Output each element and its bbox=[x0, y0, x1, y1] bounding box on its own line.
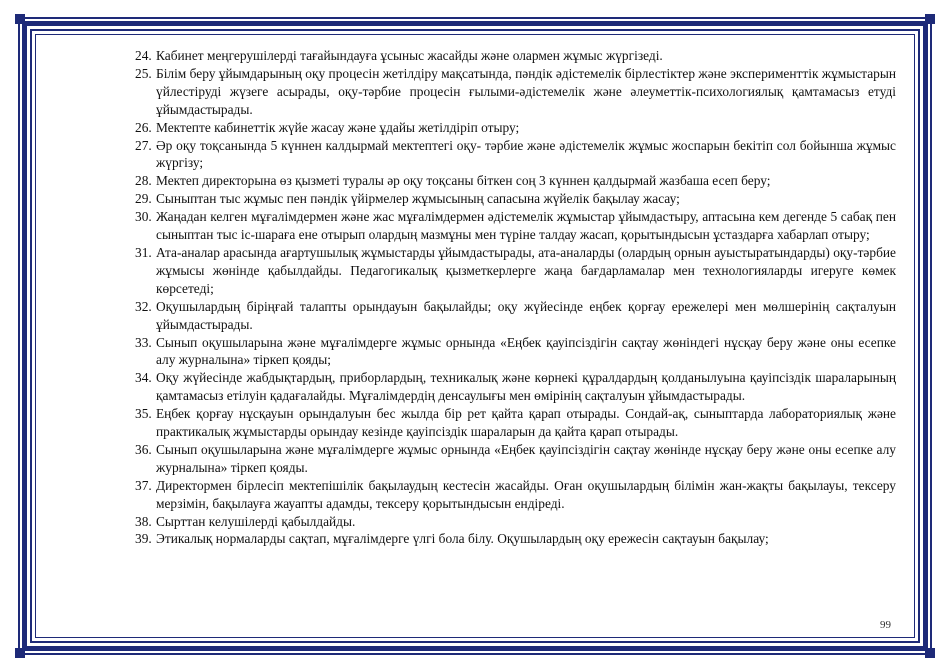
list-item bbox=[135, 513, 896, 531]
list-item bbox=[135, 208, 896, 244]
list-item bbox=[135, 65, 896, 119]
list-item bbox=[135, 441, 896, 477]
item-number: 31. bbox=[135, 244, 152, 260]
list-item bbox=[135, 190, 896, 208]
list-item bbox=[135, 244, 896, 298]
item-number: 38. bbox=[135, 513, 152, 529]
item-number: 28. bbox=[135, 173, 152, 189]
item-number: 39. bbox=[135, 531, 152, 547]
item-number: 32. bbox=[135, 298, 152, 314]
item-number: 29. bbox=[135, 191, 152, 207]
item-text: Сынып оқушыларына және мұғалімдерге жұмыс орнында «Еңбек қауіпсіздігін сақтау жөніндегі нұсқау беру және оны есепке алу журналына» тіркеп қояды; bbox=[156, 334, 896, 368]
list-item bbox=[135, 477, 896, 513]
list-item bbox=[135, 298, 896, 334]
item-number: 25. bbox=[135, 65, 152, 81]
item-text: Этикалық нормаларды сақтап, мұғалімдерге үлгі бола білу. Оқушылардың оқу ережесін сақтауын бақылау; bbox=[156, 531, 769, 547]
item-text: Сынып оқушыларына және мұғалімдерге жұмыс орнында «Еңбек қауіпсіздігін сақтау жөнінде нұсқау беру және оны есепке алу журналына» тіркеп қояды. bbox=[156, 441, 896, 475]
item-number: 27. bbox=[135, 137, 152, 153]
list-item bbox=[135, 334, 896, 370]
item-text: Оқушылардың біріңғай талапты орындауын бақылайды; оқу жүйесінде еңбек қорғау ережелері мен мөлшерінің сақталуын ұйымдастырады. bbox=[156, 298, 896, 332]
item-number: 34. bbox=[135, 370, 152, 386]
item-text: Жаңадан келген мұғалімдермен және жас мұғалімдермен әдістемелік жұмыстар ұйымдастыру, аптасына кем дегенде 5 сабақ пен сыныптан тыс іс-шараға ене отырып олардың мазмұны мен түріне талдау жасап, қорытындысын ұстаздарға хабарлап отыру; bbox=[156, 209, 896, 243]
list-item bbox=[135, 47, 896, 65]
item-text: Еңбек қорғау нұсқауын орындалуын бес жылда бір рет қайта қарап отырады. Сондай-ақ, сыныптарда лабораториялық және практикалық жұмыстарды орындау кезінде қауіпсіздік шараларын да қайта қарап отырады. bbox=[156, 406, 896, 440]
item-number: 35. bbox=[135, 406, 152, 422]
item-text: Сыныптан тыс жұмыс пен пәндік үйірмелер жұмысының сапасына жүйелік бақылау жасау; bbox=[156, 191, 680, 207]
item-text: Ата-аналар арасында ағартушылық жұмыстарды ұйымдастырады, ата-аналарды (олардың орнын ауыстыратындарды) оқу-тәрбие жұмысы жөнінде қабылдайды. Педагогикалық қызметкерлерге жаңа бағдарламалар мен технологияларды игеруге көмек көрсетеді; bbox=[156, 244, 896, 296]
item-text: Оқу жүйесінде жабдықтардың, приборлардың, техникалық және көрнекі құралдардың қолданылуына қауіпсіздік шараларының қамтамасыз етілуін қадағалайды. Мұғалімдердің денсаулығы мен өмірінің сақталуын ұйымдастырады. bbox=[156, 370, 896, 404]
item-number: 26. bbox=[135, 119, 152, 135]
item-text: Білім беру ұйымдарының оқу процесін жетілдіру мақсатында, пәндік әдістемелік бірлестіктер және эксперименттік жұмыстарын үйлестіруді жүзеге асырады, оқу-тәрбие процесін ғылыми-әдістемелік және әлеуметтік-психологиялық қамтамасыз етуді ұйымдастырады. bbox=[156, 65, 896, 117]
page-number: 99 bbox=[880, 619, 891, 631]
item-number: 37. bbox=[135, 477, 152, 493]
item-text: Әр оқу тоқсанында 5 күннен калдырмай мектептегі оқу- тәрбие және әдістемелік жұмыс жоспарын бекітіп сол бойынша жұмыс жүргізу; bbox=[156, 137, 896, 171]
border-corner-bottom-right bbox=[925, 648, 935, 658]
document-body bbox=[135, 47, 896, 548]
list-item bbox=[135, 369, 896, 405]
item-number: 24. bbox=[135, 48, 152, 63]
list-item bbox=[135, 530, 896, 548]
list-item bbox=[135, 172, 896, 190]
item-number: 36. bbox=[135, 441, 152, 457]
item-text: Сырттан келушілерді қабылдайды. bbox=[156, 513, 356, 529]
list-item bbox=[135, 119, 896, 137]
item-number: 30. bbox=[135, 209, 152, 225]
border-corner-bottom-left bbox=[15, 648, 25, 658]
item-text: Директормен бірлесіп мектепішілік бақылаудың кестесін жасайды. Оған оқушылардың білімін жан-жақты бақылауы, тексеру мерзімін, бақылауға жауапты адамды, тексеру қорытындысын ендіреді. bbox=[156, 477, 896, 511]
list-item bbox=[135, 137, 896, 173]
item-text: Мектепте кабинеттік жүйе жасау және ұдайы жетілдіріп отыру; bbox=[156, 119, 520, 135]
item-text: Мектеп директорына өз қызметі туралы әр оқу тоқсаны біткен соң 3 күннен қалдырмай жазбаша есеп беру; bbox=[156, 173, 771, 189]
item-number: 33. bbox=[135, 334, 152, 350]
border-corner-top-right bbox=[925, 14, 935, 24]
border-corner-top-left bbox=[15, 14, 25, 24]
item-text: Кабинет меңгерушілерді тағайындауға ұсыныс жасайды және олармен жұмыс жүргізеді. bbox=[156, 48, 663, 63]
list-item bbox=[135, 405, 896, 441]
